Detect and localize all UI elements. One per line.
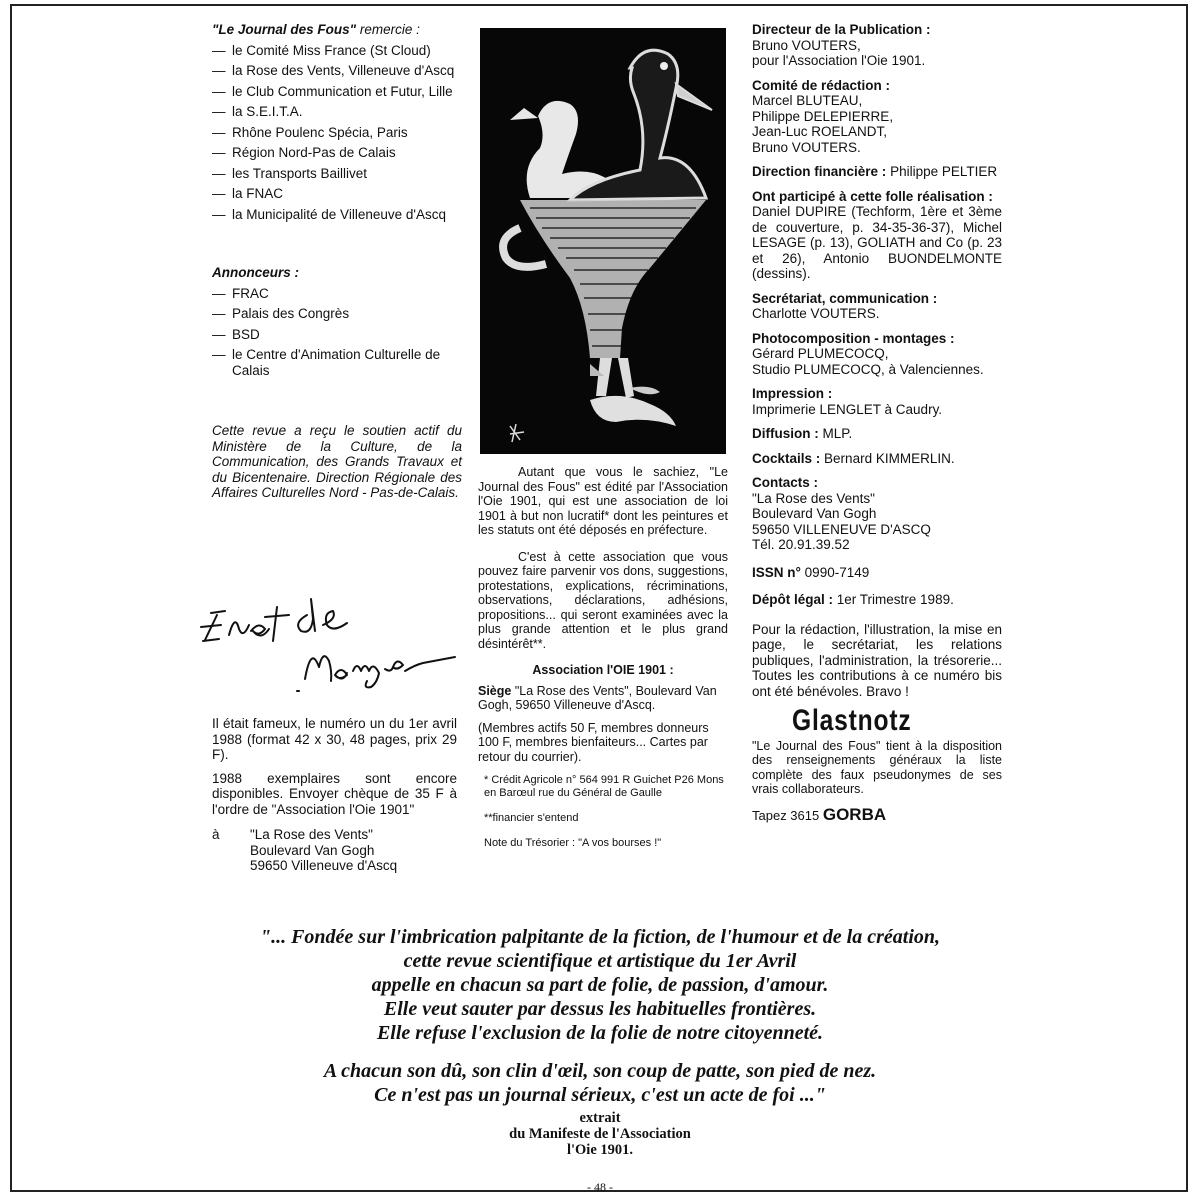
credits-section: Impression : Imprimerie LENGLET à Caudry. xyxy=(752,386,943,417)
left-column xyxy=(212,22,462,501)
goose-illustration xyxy=(480,28,726,454)
list-item: — la FNAC xyxy=(212,186,284,201)
minitel-line: Tapez 3615 GORBA xyxy=(752,804,887,824)
financier-note: **financier s'entend xyxy=(484,812,579,824)
list-item: — le Centre d'Animation Culturelle de Calais xyxy=(212,347,441,378)
credits-section: Photocomposition - montages : Gérard PLUMECOCQ, Studio PLUMECOCQ, à Valenciennes. xyxy=(752,330,984,377)
credits-section: Secrétariat, communication : Charlotte VOUTERS. xyxy=(752,290,938,321)
list-item: — le Comité Miss France (St Cloud) xyxy=(212,42,431,58)
svg-text:Manque: Manque xyxy=(195,704,199,705)
manifesto-quote: "... Fondée sur l'imbrication palpitante de la fiction, de l'humour et de la création, cette revue scientifique et artistique du 1er Avril appelle en chacun sa part de folie, de passion, d'amour. Elle veut sauter par dessus les habituelles frontières. Elle refuse l'exclusion de la folie de notre citoyenneté. A chacun son dû, son clin d'œil, son coup de patte, son pied de nez. Ce n'est pas un journal sérieux, c'est un acte de foi ..." xyxy=(259,926,941,1106)
svg-text:Etat de: Etat de xyxy=(195,703,199,704)
quote-source: extrait du Manifeste de l'Association l'Oie 1901. xyxy=(509,1110,691,1158)
credits-section: Ont participé à cette folle réalisation : Daniel DUPIRE (Techform, 1ère et 3ème de couverture, p. 34-35-36-37), Michel LESAGE (p. 13), GOLIATH and Co (p. 23 et 26), Antonio BUONDELMONTE (dessins). xyxy=(752,188,1002,281)
issn-line: ISSN n° 0990-7149 xyxy=(752,564,870,580)
copies-text: 1988 exemplaires sont encore disponibles. Envoyer chèque de 35 F à l'ordre de "Association l'Oie 1901" xyxy=(212,770,457,817)
journal-title: "Le Journal des Fous" xyxy=(212,22,357,37)
list-item: — la S.E.I.T.A. xyxy=(212,104,303,119)
about-paragraph: Autant que vous le sachiez, "Le Journal des Fous" est édité par l'Association l'Oie 1901, qui est une association de loi 1901 à but non lucratif* dont les peintures et les statuts ont été déposés en préfecture. xyxy=(478,465,728,537)
thanks-suffix: remercie : xyxy=(359,22,420,37)
famous-text: Il était fameux, le numéro un du 1er avril 1988 (format 42 x 30, 48 pages, prix 29 F). xyxy=(212,716,457,762)
page-number: - 48 - xyxy=(587,1180,613,1194)
right-column xyxy=(752,22,1002,823)
members-text: (Membres actifs 50 F, membres donneurs 100 F, membres bienfaiteurs... Cartes par retour du courrier). xyxy=(478,720,709,764)
tresorier-note: Note du Trésorier : "A vos bourses !" xyxy=(484,837,662,849)
list-item: — le Club Communication et Futur, Lille xyxy=(212,83,453,99)
middle-column xyxy=(478,465,728,850)
donation-paragraph: C'est à cette association que vous pouvez faire parvenir vos dons, suggestions, protestations, explications, récriminations, observations, déclarations, adhésions, propositions... qui seront examinées avec la plus grande attention et le plus grand désintérêt**. xyxy=(478,549,728,651)
announcers-list xyxy=(212,286,462,379)
mailing-address: à "La Rose des Vents" Boulevard Van Gogh 59650 Villeneuve d'Ascq xyxy=(212,827,398,873)
list-item: — FRAC xyxy=(212,285,269,301)
glastnotz-heading: Glastnotz xyxy=(792,704,912,737)
volunteer-note: Pour la rédaction, l'illustration, la mise en page, le secrétariat, les relations publiques, l'administration, la trésorerie... Toutes les contributions à ce numéro bis ont été bénévoles. Bravo ! xyxy=(752,621,1002,699)
credits-section: Cocktails : Bernard KIMMERLIN. xyxy=(752,450,955,466)
glastnotz-text: "Le Journal des Fous" tient à la disposition des renseignements généraux la liste complète des faux pseudonymes de ses vrais collaborateurs. xyxy=(752,738,1002,796)
thanks-list xyxy=(212,43,462,223)
list-item: — Rhône Poulenc Spécia, Paris xyxy=(212,124,408,140)
contacts-section: Contacts : "La Rose des Vents" Boulevard Van Gogh 59650 VILLENEUVE D'ASCQ Tél. 20.91.39.52 xyxy=(752,475,931,552)
credits-section: Comité de rédaction : Marcel BLUTEAU, Philippe DELEPIERRE, Jean-Luc ROELANDT, Bruno VOUTERS. xyxy=(752,77,894,155)
credits-section: Diffusion : MLP. xyxy=(752,426,853,441)
list-item: — la Rose des Vents, Villeneuve d'Ascq xyxy=(212,63,455,78)
credit-note: * Crédit Agricole n° 564 991 R Guichet P26 Mons en Barœul rue du Général de Gaulle xyxy=(484,774,724,799)
credits-section: Direction financière : Philippe PELTIER xyxy=(752,164,998,179)
list-item: — la Municipalité de Villeneuve d'Ascq xyxy=(212,206,446,222)
siege-line: Siège "La Rose des Vents", Boulevard Van Gogh, 59650 Villeneuve d'Ascq. xyxy=(478,683,717,712)
list-item: — les Transports Baillivet xyxy=(212,165,368,181)
announcers-heading: Annonceurs : xyxy=(212,265,300,280)
association-heading: Association l'OIE 1901 : xyxy=(532,663,674,677)
credits-section: Directeur de la Publication : Bruno VOUTERS, pour l'Association l'Oie 1901. xyxy=(752,22,931,68)
list-item: — Palais des Congrès xyxy=(212,306,350,321)
handwritten-signature xyxy=(195,595,465,705)
support-text: Cette revue a reçu le soutien actif du Ministère de la Culture, de la Communication, des Grands Travaux et du Bicentenaire. Direction Régionale des Affaires Culturelles Nord - Pas-de-Calais. xyxy=(212,423,462,500)
list-item: — BSD xyxy=(212,326,260,342)
depot-legal-line: Dépôt légal : 1er Trimestre 1989. xyxy=(752,592,954,607)
list-item: — Région Nord-Pas de Calais xyxy=(212,145,396,160)
thanks-heading xyxy=(212,22,462,38)
back-issue-info xyxy=(212,716,457,874)
